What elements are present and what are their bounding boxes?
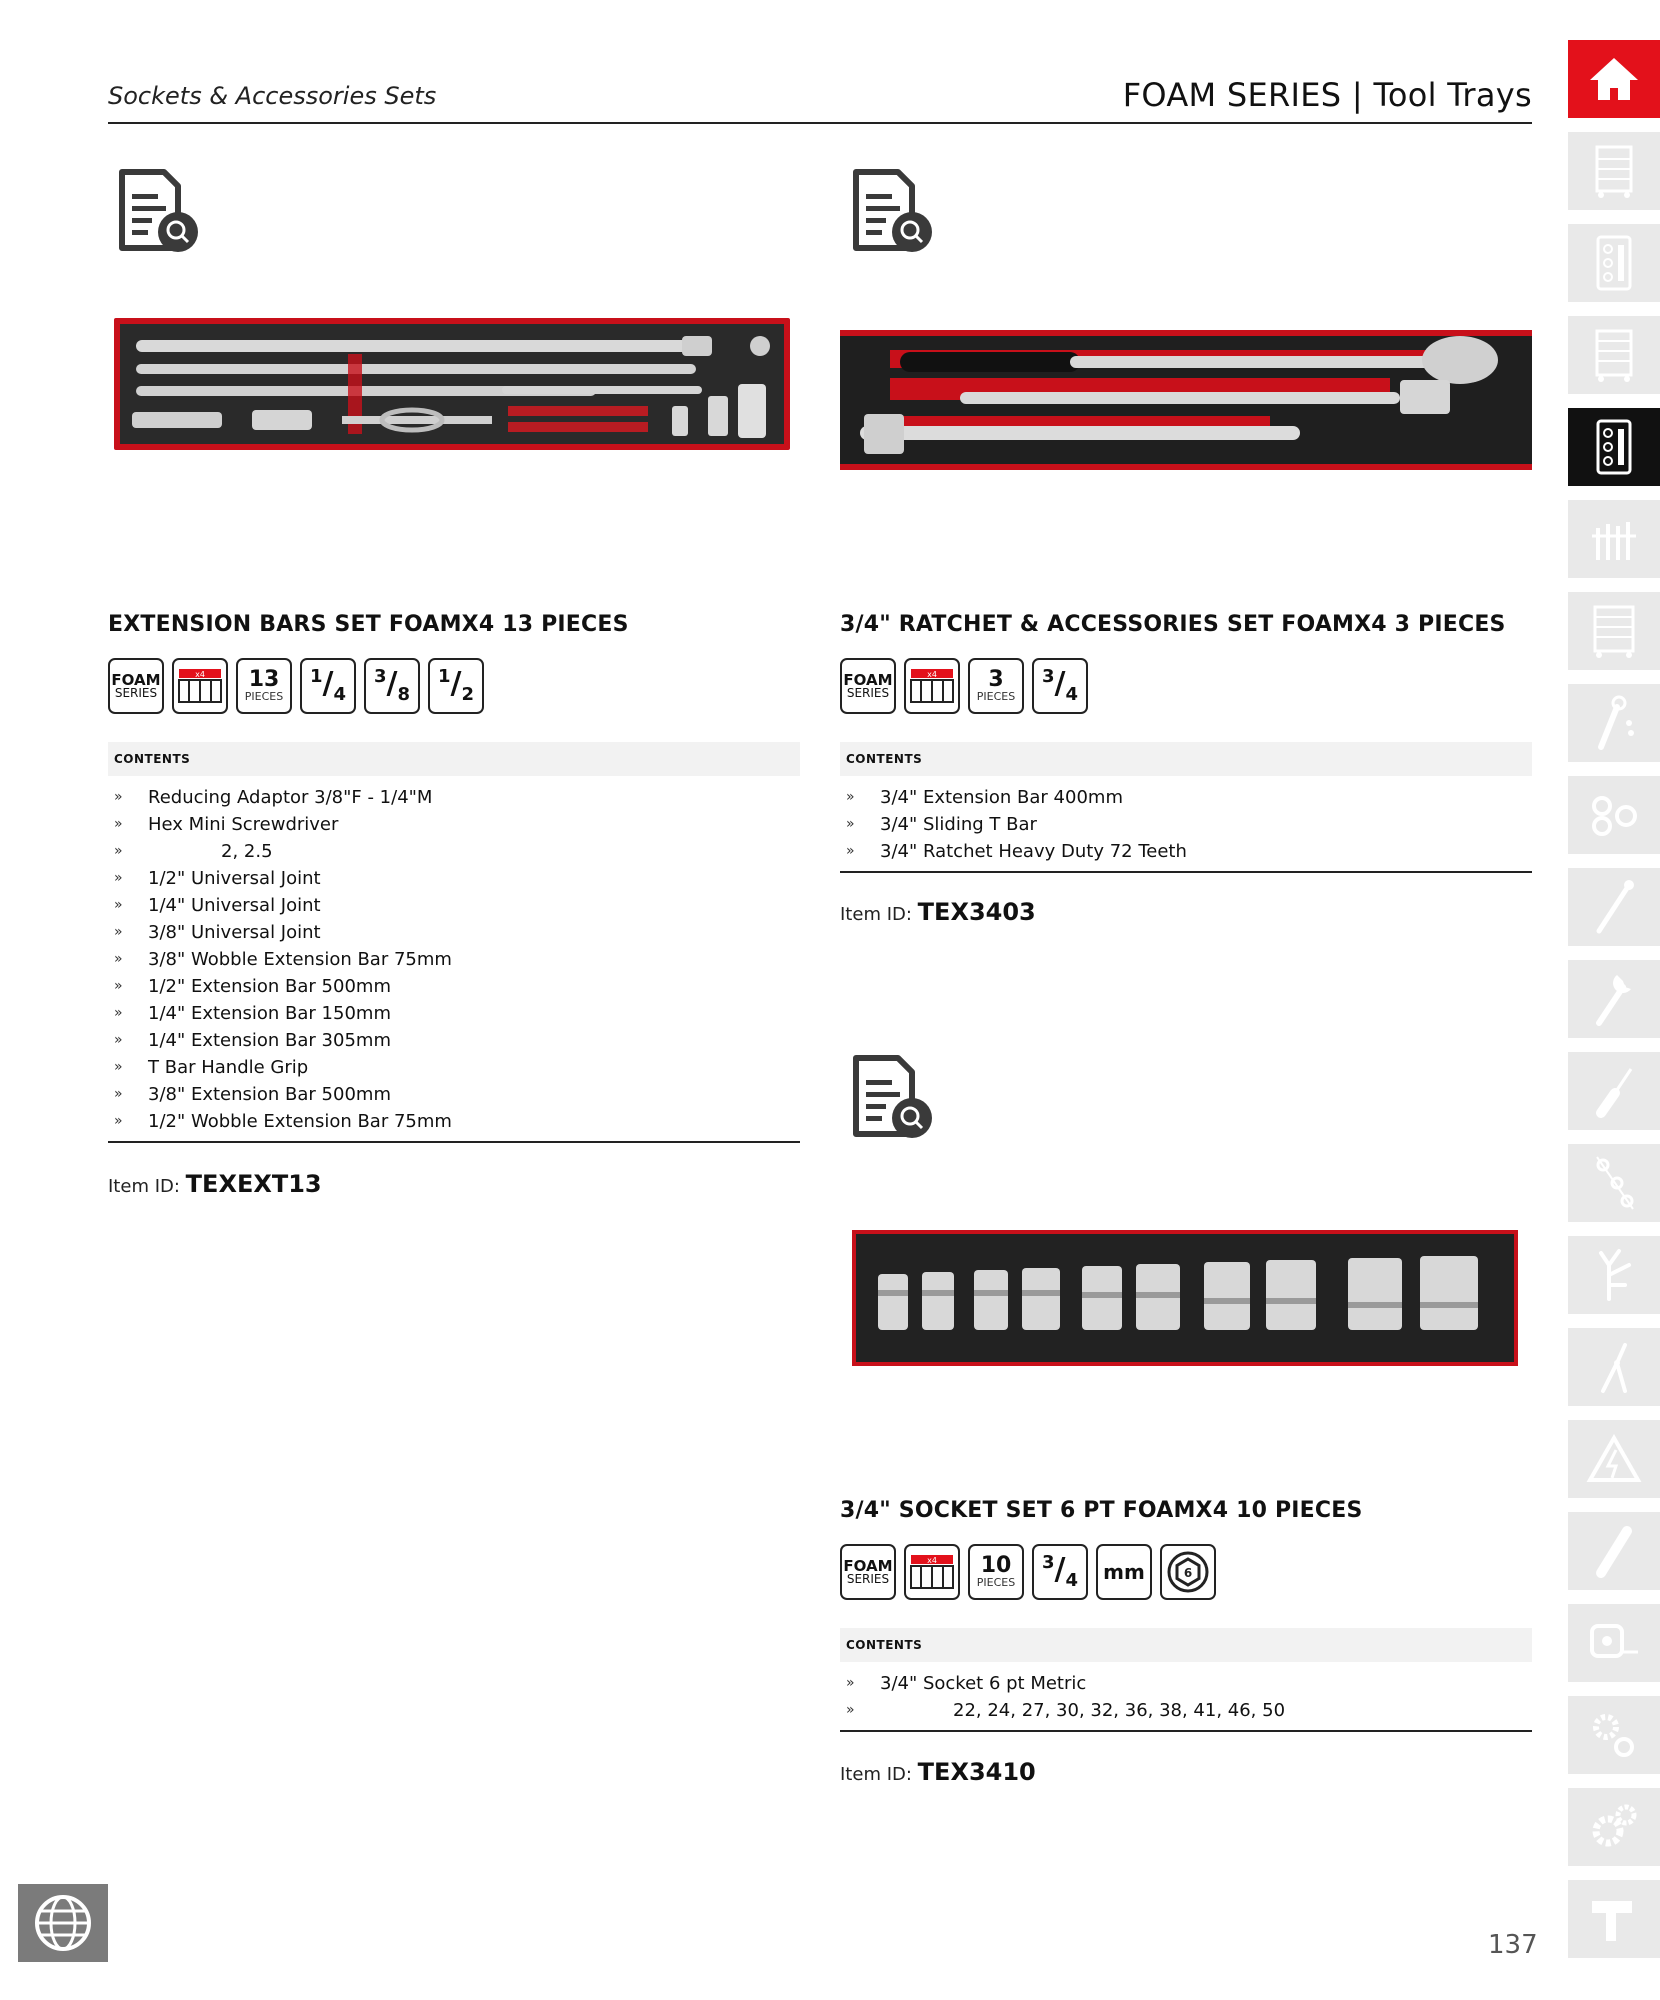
- header-divider: [108, 122, 1532, 124]
- ratchet-icon[interactable]: [1568, 684, 1660, 762]
- item-id: Item ID: TEX3410: [840, 1758, 1036, 1786]
- list-item: » 3/8" Extension Bar 500mm: [114, 1084, 391, 1105]
- document-search-icon[interactable]: [846, 164, 938, 256]
- list-item: » 1/4" Extension Bar 305mm: [114, 1030, 391, 1051]
- drive-size-badge: $^3/_4$: [1032, 658, 1088, 714]
- drive-size-badge: $^1/_2$: [428, 658, 484, 714]
- gear-chain-icon[interactable]: [1568, 1696, 1660, 1774]
- product-badges: [108, 658, 484, 714]
- list-item: » Hex Mini Screwdriver: [114, 814, 339, 835]
- pliers-icon[interactable]: [1568, 1328, 1660, 1406]
- metric-badge: mm: [1096, 1544, 1152, 1600]
- svg-text:x4: x4: [927, 1556, 937, 1565]
- foam-series-badge: FOAM SERIES: [108, 658, 164, 714]
- product-title: 3/4" SOCKET SET 6 PT FOAMX4 10 PIECES: [840, 1498, 1363, 1523]
- list-item: » 3/4" Extension Bar 400mm: [846, 787, 1123, 808]
- list-item: » 22, 24, 27, 30, 32, 36, 38, 41, 46, 50: [846, 1700, 1286, 1721]
- series-title: FOAM SERIES | Tool Trays: [1122, 76, 1532, 114]
- spanner-set-icon[interactable]: [1568, 500, 1660, 578]
- contents-heading: CONTENTS: [840, 1628, 1532, 1662]
- document-search-icon[interactable]: [846, 1050, 938, 1142]
- svg-text:x4: x4: [195, 670, 205, 679]
- contents-list: [108, 742, 800, 1143]
- foam-series-badge: FOAM SERIES: [840, 658, 896, 714]
- pieces-badge: 13 PIECES: [236, 658, 292, 714]
- electrical-warning-icon[interactable]: [1568, 1420, 1660, 1498]
- tool-cabinet-icon[interactable]: [1568, 132, 1660, 210]
- item-id: Item ID: TEX3403: [840, 898, 1036, 926]
- list-item: » 2, 2.5: [114, 841, 273, 862]
- knife-icon[interactable]: [1568, 1512, 1660, 1590]
- list-item: » T Bar Handle Grip: [114, 1057, 309, 1078]
- wrench-icon[interactable]: [1568, 960, 1660, 1038]
- socket-tray-icon[interactable]: [1568, 224, 1660, 302]
- list-item: » 1/4" Extension Bar 150mm: [114, 1003, 391, 1024]
- drive-size-badge: $^1/_4$: [300, 658, 356, 714]
- contents-divider: [840, 871, 1532, 873]
- product-title: EXTENSION BARS SET FOAMX4 13 PIECES: [108, 612, 629, 637]
- torque-wrench-icon[interactable]: [1568, 868, 1660, 946]
- drive-size-badge: $^3/_4$: [1032, 1544, 1088, 1600]
- tape-measure-icon[interactable]: [1568, 1604, 1660, 1682]
- list-item: » 1/2" Extension Bar 500mm: [114, 976, 391, 997]
- list-item: » 3/8" Universal Joint: [114, 922, 321, 943]
- document-search-icon[interactable]: [112, 164, 204, 256]
- bits-icon[interactable]: [1568, 776, 1660, 854]
- page-number: 137: [1488, 1930, 1538, 1960]
- socket-tray-photo: [850, 1228, 1520, 1372]
- extension-bars-tray-photo: [112, 314, 792, 458]
- sockets-active-icon[interactable]: [1568, 408, 1660, 486]
- tray-x4-badge: [904, 1544, 960, 1600]
- tray-x4-badge: [904, 658, 960, 714]
- product-title: 3/4" RATCHET & ACCESSORIES SET FOAMX4 3 PIECES: [840, 612, 1506, 637]
- roller-cabinet-icon[interactable]: [1568, 316, 1660, 394]
- ratchet-tray-photo: [840, 330, 1532, 474]
- globe-icon[interactable]: [18, 1884, 108, 1962]
- list-item: » 3/8" Wobble Extension Bar 75mm: [114, 949, 452, 970]
- list-item: » 3/4" Sliding T Bar: [846, 814, 1037, 835]
- multitool-icon[interactable]: [1568, 1236, 1660, 1314]
- drive-size-badge: $^3/_8$: [364, 658, 420, 714]
- tray-x4-badge: [172, 658, 228, 714]
- list-item: » 3/4" Ratchet Heavy Duty 72 Teeth: [846, 841, 1187, 862]
- contents-list: [840, 1628, 1532, 1732]
- screwdriver-icon[interactable]: [1568, 1052, 1660, 1130]
- contents-heading: CONTENTS: [108, 742, 800, 776]
- pieces-badge: 10 PIECES: [968, 1544, 1024, 1600]
- item-id: Item ID: TEXEXT13: [108, 1170, 322, 1198]
- list-item: » 3/4" Socket 6 pt Metric: [846, 1673, 1087, 1694]
- gears-icon[interactable]: [1568, 1788, 1660, 1866]
- list-item: » Reducing Adaptor 3/8"F - 1/4"M: [114, 787, 433, 808]
- svg-text:6: 6: [1183, 1566, 1193, 1580]
- product-badges: [840, 658, 1088, 714]
- drawer-cabinet-icon[interactable]: [1568, 592, 1660, 670]
- list-item: » 1/2" Universal Joint: [114, 868, 321, 889]
- contents-divider: [108, 1141, 800, 1143]
- air-tool-icon[interactable]: [1568, 1880, 1660, 1958]
- six-point-badge: [1160, 1544, 1216, 1600]
- contents-divider: [840, 1730, 1532, 1732]
- product-badges: [840, 1544, 1216, 1600]
- section-title: Sockets & Accessories Sets: [108, 82, 437, 110]
- list-item: » 1/2" Wobble Extension Bar 75mm: [114, 1111, 452, 1132]
- contents-heading: CONTENTS: [840, 742, 1532, 776]
- hex-keys-icon[interactable]: [1568, 1144, 1660, 1222]
- home-icon[interactable]: [1568, 40, 1660, 118]
- svg-text:x4: x4: [927, 670, 937, 679]
- contents-list: [840, 742, 1532, 873]
- foam-series-badge: FOAM SERIES: [840, 1544, 896, 1600]
- pieces-badge: 3 PIECES: [968, 658, 1024, 714]
- list-item: » 1/4" Universal Joint: [114, 895, 321, 916]
